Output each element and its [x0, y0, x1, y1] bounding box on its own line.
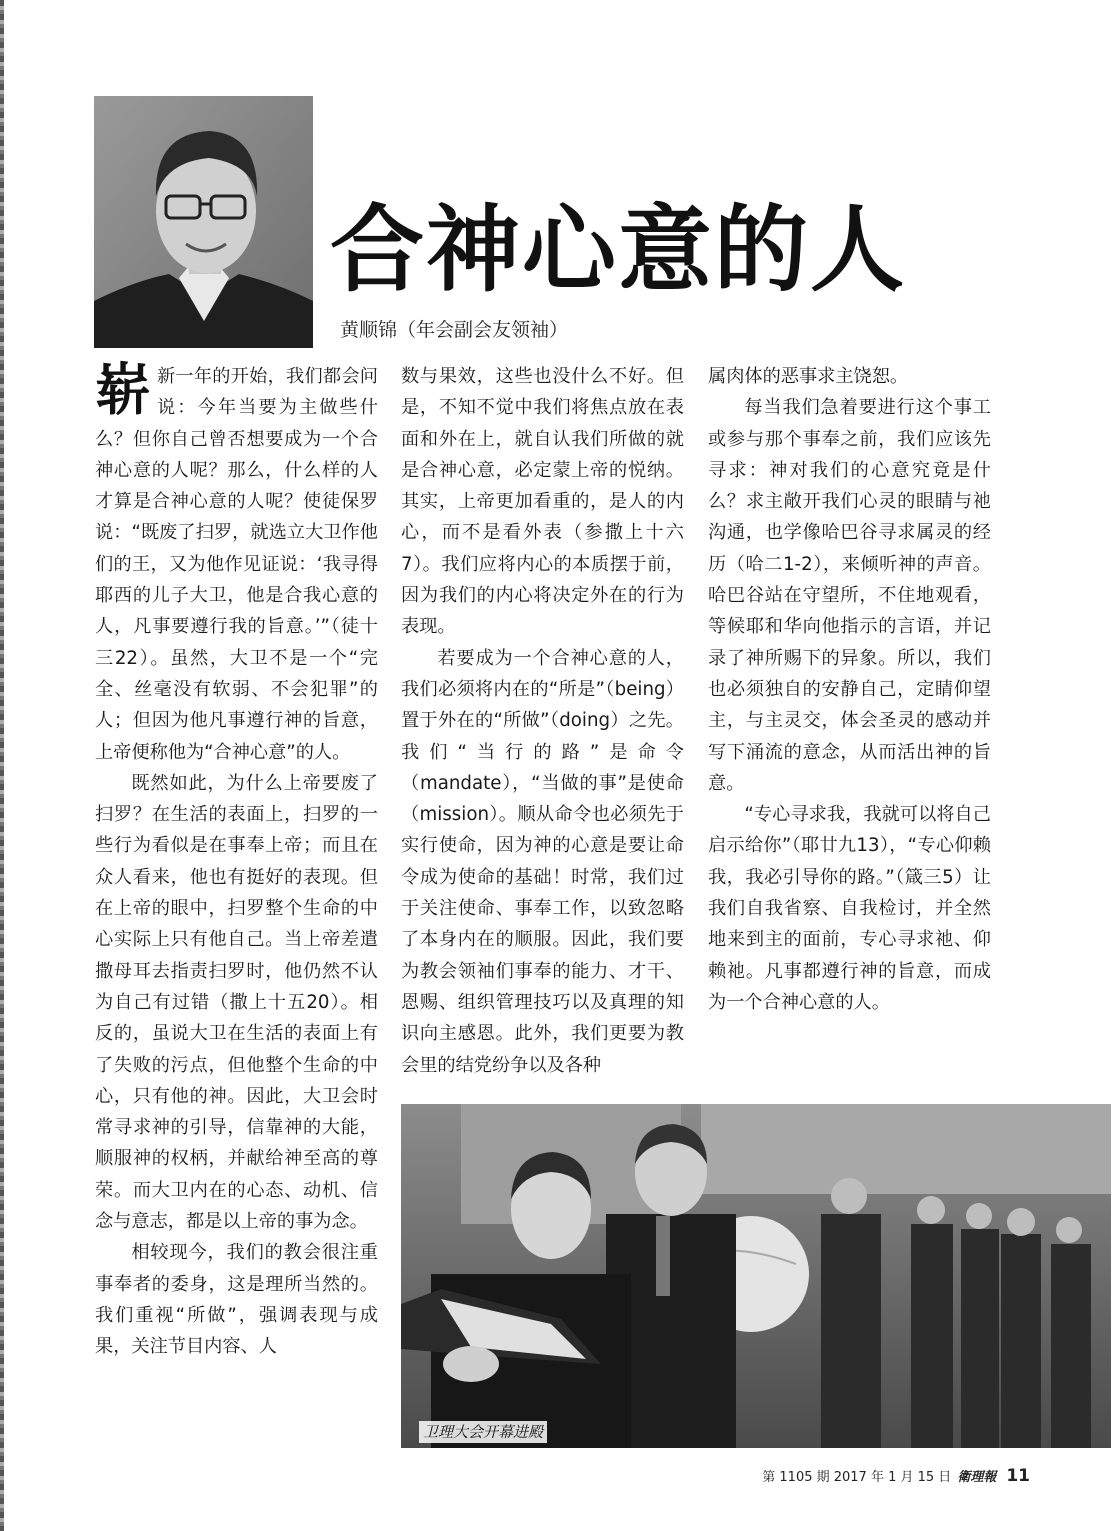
- author-portrait: [94, 96, 313, 348]
- paragraph: 数与果效，这些也没什么不好。但是，不知不觉中我们将焦点放在表面和外在上，就自认我们所做的就是合神心意，必定蒙上帝的悦纳。其实，上帝更加看重的，是人的内心，而不是看外表（参撒上十六7）。我们应将内心的本质摆于前，因为我们的内心将决定外在的行为表现。: [401, 366, 684, 638]
- paragraph: 相较现今，我们的教会很注重事奉者的委身，这是理所当然的。我们重视“所做”，强调表现与成果，关注节目内容、人: [95, 1242, 378, 1358]
- article-byline: 黄顺锦（年会副会友领袖）: [340, 319, 569, 341]
- drop-cap: 崭: [95, 358, 151, 423]
- paragraph: 若要成为一个合神心意的人，我们必须将内在的“所是”（being）置于外在的“所做”（doing）之先。我们“当行的路”是命令（mandate），“当做的事”是使命（mission）。顺从命令也必须先于实行使命，因为神的心意是要让命令成为使命的基础！时常，我们过于关注使命、事奉工作，以致忽略了本身内在的顺服。因此，我们要为教会领袖们事奉的能力、才干、恩赐、组织管理技巧以及真理的知识向主感恩。此外，我们更要为教会里的结党纷争以及各种: [401, 647, 684, 1076]
- author-portrait-illustration: [94, 96, 313, 348]
- article-column-2: [401, 361, 684, 1081]
- page-number: 11: [1006, 1466, 1030, 1486]
- paragraph: 既然如此，为什么上帝要废了扫罗？在生活的表面上，扫罗的一些行为看似是在事奉上帝；而且在众人看来，他也有挺好的表现。但在上帝的眼中，扫罗整个生命的中心实际上只有他自己。当上帝差遣撒母耳去指责扫罗时，他仍然不认为自己有过错（撒上十五20）。相反的，虽说大卫在生活的表面上有了失败的污点，但他整个生命的中心，只有他的神。因此，大卫会时常寻求神的引导，信靠神的大能，顺服神的权柄，并献给神至高的尊荣。而大卫内在的心态、动机、信念与意志，都是以上帝的事为念。: [95, 772, 378, 1233]
- paragraph-text: 新一年的开始，我们都会问说：今年当要为主做些什么？但你自己曾否想要成为一个合神心意的人呢？那么，什么样的人才算是合神心意的人呢？使徒保罗说：“既废了扫罗，就选立大卫作他们的王，又为他作见证说：‘我寻得耶西的儿子大卫，他是合我心意的人，凡事要遵行我的旨意。’”（徒十三22）。虽然，大卫不是一个“完全、丝毫没有软弱、不会犯罪”的人；但因为他凡事遵行神的旨意，上帝便称他为“合神心意”的人。: [95, 366, 378, 763]
- publication-name: 衛理報: [957, 1470, 997, 1485]
- issue-info: 第 1105 期 2017 年 1 月 15 日: [762, 1470, 952, 1485]
- photo-caption: 卫理大会开幕进殿: [419, 1421, 547, 1443]
- paragraph: 属肉体的恶事求主饶恕。: [708, 366, 909, 387]
- page-footer: [762, 1465, 1030, 1489]
- paragraph: 每当我们急着要进行这个事工或参与那个事奉之前，我们应该先寻求：神对我们的心意究竟是什么？求主敞开我们心灵的眼睛与祂沟通，也学像哈巴谷寻求属灵的经历（哈二1-2），来倾听神的声音。哈巴谷站在守望所，不住地观看，等候耶和华向他指示的言语，并记录了神所赐下的异象。所以，我们也必须独自的安静自己，定睛仰望主，与主灵交，体会圣灵的感动并写下涌流的意念，从而活出神的旨意。: [708, 397, 991, 794]
- article-column-3: [708, 361, 991, 1018]
- procession-photo: [401, 1104, 1111, 1448]
- article-title: 合神心意的人: [330, 196, 907, 305]
- paragraph: “专心寻求我，我就可以将自己启示给你”（耶廿九13），“专心仰赖我，我必引导你的路。”（箴三5）让我们自我省察、自我检讨，并全然地来到主的面前，专心寻求祂、仰赖祂。凡事都遵行神的旨意，而成为一个合神心意的人。: [708, 804, 991, 1013]
- paragraph: [95, 358, 378, 768]
- procession-photo-illustration: [401, 1104, 1111, 1448]
- page-edge-strip: [0, 0, 4, 1531]
- article-column-1: [95, 358, 378, 1363]
